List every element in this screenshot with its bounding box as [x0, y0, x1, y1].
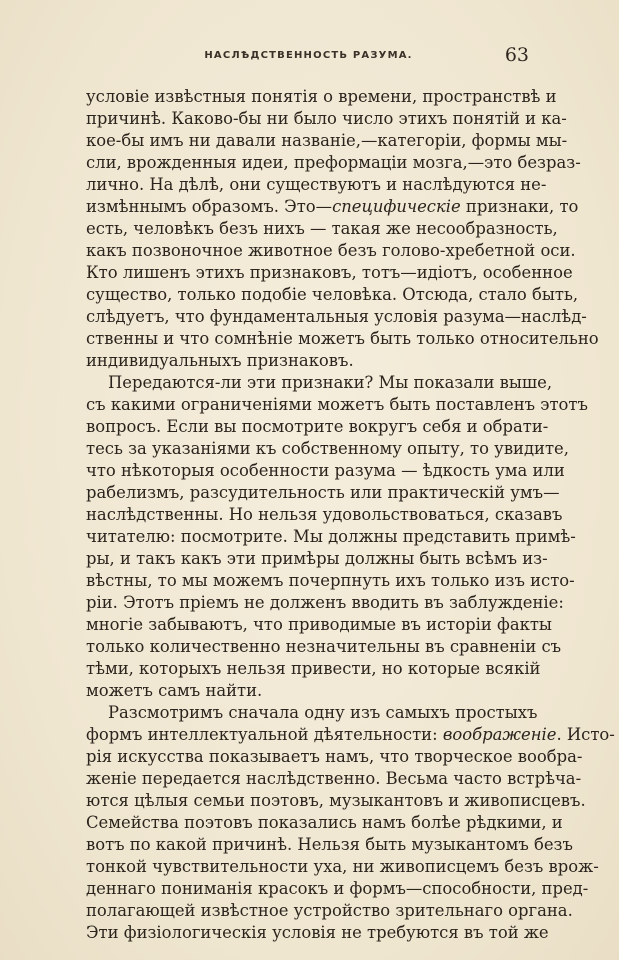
text-line: деннаго пониманія красокъ и формъ—способности, пред- — [86, 879, 589, 898]
text-line: многіе забываютъ, что приводимые въ исторіи факты — [86, 615, 552, 634]
text-line: вѣстны, то мы можемъ почерпнуть ихъ только изъ исто- — [86, 571, 575, 590]
text-line: вопросъ. Если вы посмотрите вокругъ себя и обрати- — [86, 417, 549, 436]
text-line: полагающей извѣстное устройство зрительнаго органа. — [86, 901, 573, 920]
text-line: ственны и что сомнѣніе можетъ быть только относительно — [86, 329, 599, 348]
text-line: тонкой чувствительности уха, ни живописцемъ безъ врож- — [86, 857, 599, 876]
text-line: Разсмотримъ сначала одну изъ самыхъ простыхъ — [108, 703, 538, 722]
running-head — [86, 42, 531, 66]
text-line: Кто лишенъ этихъ признаковъ, тотъ—идіотъ, особенное — [86, 263, 573, 282]
page-number: 63 — [504, 44, 529, 66]
text-line: ры, и такъ какъ эти примѣры должны быть всѣмъ из- — [86, 549, 548, 568]
text-line: что нѣкоторыя особенности разума — ѣдкость ума или — [86, 461, 565, 480]
text-line: тесь за указаніями къ собственному опыту, то увидите, — [86, 439, 569, 458]
text-line: существо, только подобіе человѣка. Отсюда, стало быть, — [86, 285, 579, 304]
text-line: условіе извѣстныя понятія о времени, пространствѣ и — [86, 87, 557, 106]
text-line — [86, 724, 615, 746]
text-line: читателю: посмотрите. Мы должны представить примѣ- — [86, 527, 576, 546]
text-line: вотъ по какой причинѣ. Нельзя быть музыкантомъ безъ — [86, 835, 573, 854]
body-text — [86, 86, 615, 944]
text-line: Эти физіологическія условія не требуются въ той же — [86, 923, 549, 942]
text-segment: . Исто- — [556, 725, 615, 744]
text-line: какъ позвоночное животное безъ голово-хребетной оси. — [86, 241, 576, 260]
text-line: сли, врожденныя идеи, преформаціи мозга,—это безраз- — [86, 153, 581, 172]
text-line: ются цѣлыя семьи поэтовъ, музыкантовъ и живописцевъ. — [86, 791, 586, 810]
text-line: можетъ самъ найти. — [86, 681, 263, 700]
text-line — [86, 196, 579, 218]
text-segment: формъ интеллектуальной дѣятельности: — [86, 725, 443, 744]
text-line: кое-бы имъ ни давали названіе,—категоріи, формы мы- — [86, 131, 568, 150]
text-line: Семейства поэтовъ показались намъ болѣе рѣдкими, и — [86, 813, 563, 832]
text-line: тѣми, которыхъ нельзя привести, но которые всякій — [86, 659, 541, 678]
text-line: только количественно незначительны въ сравненіи съ — [86, 637, 562, 656]
text-line: ріи. Этотъ пріемъ не долженъ вводить въ заблужденіе: — [86, 593, 564, 612]
text-line: рія искусства показываетъ намъ, что творческое вообра- — [86, 747, 583, 766]
emphasized-term: воображеніе — [442, 725, 557, 744]
emphasized-term: специфическіе — [332, 197, 461, 216]
text-line: слѣдуетъ, что фундаментальныя условія разума—наслѣд- — [86, 307, 587, 326]
text-line: есть, человѣкъ безъ нихъ — такая же несообразность, — [86, 219, 558, 238]
text-line: рабелизмъ, разсудительность или практическій умъ— — [86, 483, 560, 502]
text-line: Передаются-ли эти признаки? Мы показали выше, — [108, 373, 553, 392]
text-line: причинѣ. Каково-бы ни было число этихъ понятій и ка- — [86, 109, 567, 128]
text-segment: признаки, то — [460, 197, 579, 216]
text-line: наслѣдственны. Но нельзя удовольствоваться, сказавъ — [86, 505, 563, 524]
text-line: женіе передается наслѣдственно. Весьма часто встрѣча- — [86, 769, 582, 788]
text-line: съ какими ограниченіями можетъ быть поставленъ этотъ — [86, 395, 588, 414]
running-title: НАСЛѢДСТВЕННОСТЬ РАЗУМА. — [204, 50, 413, 61]
text-segment: измѣннымъ образомъ. Это— — [86, 197, 333, 216]
text-line: лично. На дѣлѣ, они существуютъ и наслѣдуются не- — [86, 175, 547, 194]
text-line: индивидуальныхъ признаковъ. — [86, 351, 354, 370]
